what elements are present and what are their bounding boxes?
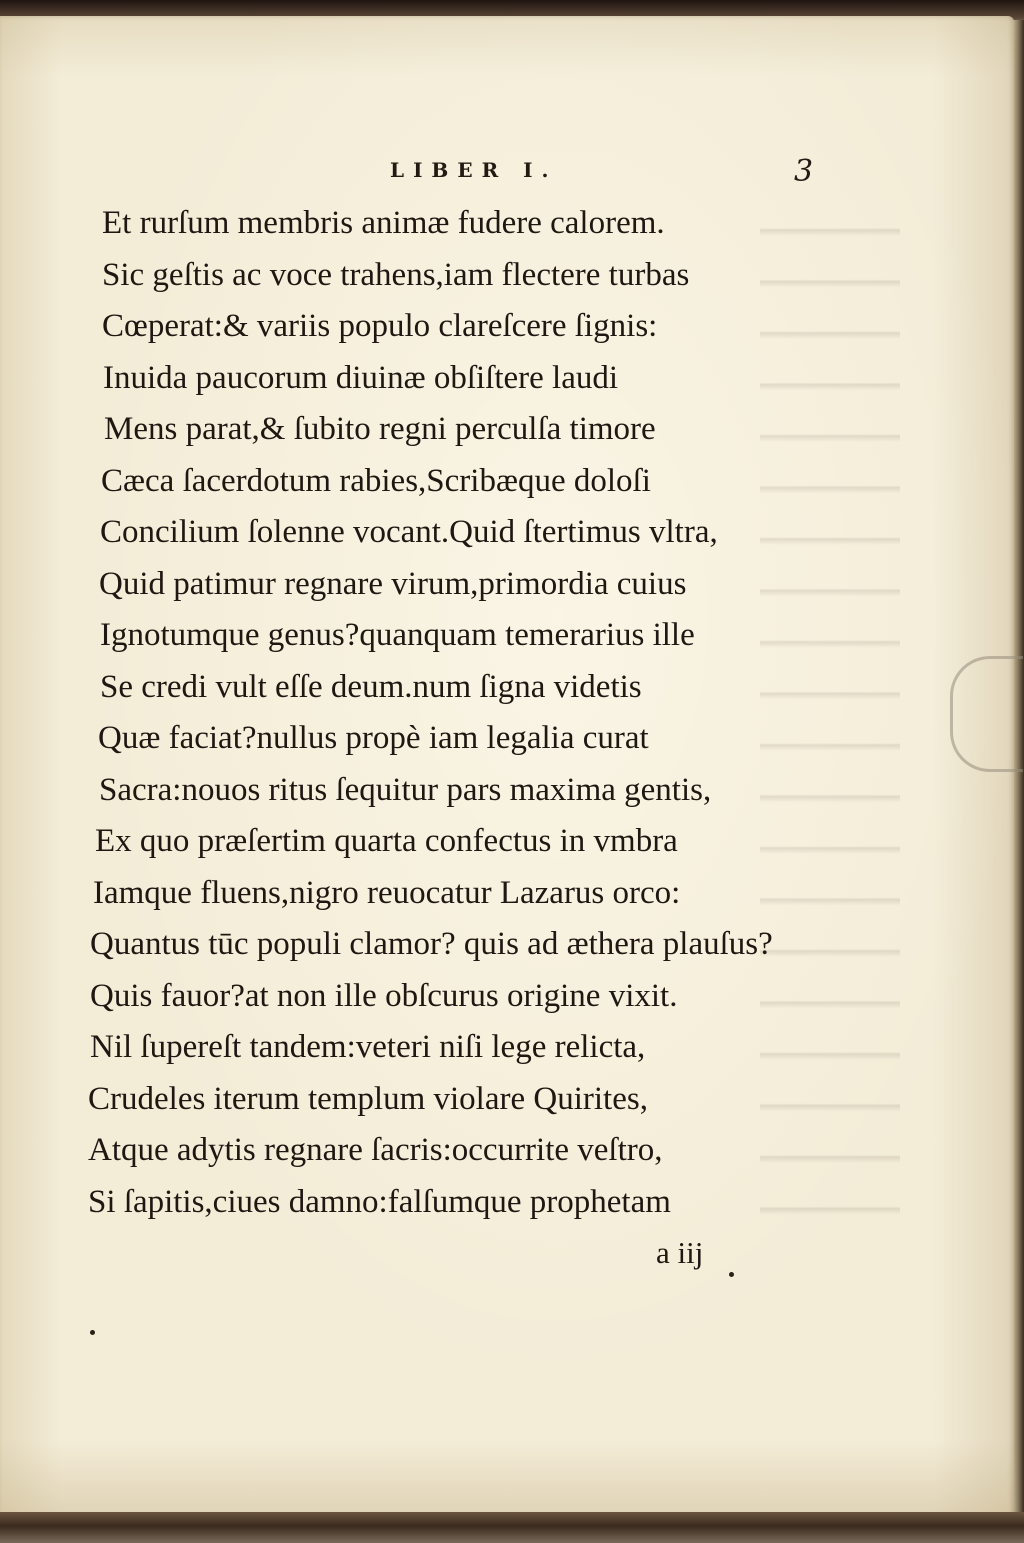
verse-line: Cæca ſacerdotum rabies,Scribæque doloſi — [101, 462, 651, 499]
ink-speck — [729, 1272, 734, 1277]
verse-line: Sacra:nouos ritus ſequitur pars maxima gentis, — [99, 771, 712, 808]
verse-line: Iamque fluens,nigro reuocatur Lazarus orco: — [93, 874, 681, 911]
verse-line: Quæ faciat?nullus propè iam legalia curat — [98, 720, 649, 756]
verse-line: Mens parat,& ſubito regni perculſa timore — [104, 411, 656, 447]
book-bottom-edge — [0, 1512, 1024, 1543]
verse-block — [88, 198, 888, 1228]
verse-line: Et rurſum membris animæ fudere calorem. — [102, 205, 665, 241]
verse-line: Ex quo præſertim quarta confectus in vmbra — [95, 823, 678, 859]
verse-line: Cœperat:& variis populo clareſcere ſignis: — [102, 308, 658, 344]
running-head — [0, 150, 1014, 190]
book-page — [0, 16, 1014, 1516]
verse-line: Ignotumque genus?quanquam temerarius ille — [100, 617, 695, 653]
verse-line: Nil ſupereſt tandem:veteri niſi lege relicta, — [90, 1029, 646, 1065]
verse-line: Sic geſtis ac voce trahens,iam flectere turbas — [102, 256, 690, 293]
page-number: 3 — [794, 154, 814, 189]
running-title: LIBER I. — [390, 158, 558, 182]
verse-line: Atque adytis regnare ſacris:occurrite veſtro, — [88, 1132, 663, 1168]
verse-line: Inuida paucorum diuinæ obſiſtere laudi — [103, 359, 619, 396]
page-clip-mark — [950, 656, 1023, 772]
verse-line: Quantus tūc populi clamor? quis ad æthera plauſus? — [90, 926, 773, 962]
verse-line: Crudeles iterum templum violare Quirites, — [88, 1080, 648, 1117]
verse-line: Se credi vult eſſe deum.num ſigna videtis — [100, 668, 642, 705]
ink-speck — [90, 1330, 95, 1335]
verse-line: Quis fauor?at non ille obſcurus origine vixit. — [90, 977, 678, 1014]
signature-mark: a iij — [656, 1235, 704, 1270]
verse-line: Concilium ſolenne vocant.Quid ſtertimus vltra, — [100, 514, 718, 550]
verse-line: Si ſapitis,ciues damno:falſumque prophetam — [88, 1183, 671, 1220]
verse-line: Quid patimur regnare virum,primordia cuius — [99, 565, 687, 602]
